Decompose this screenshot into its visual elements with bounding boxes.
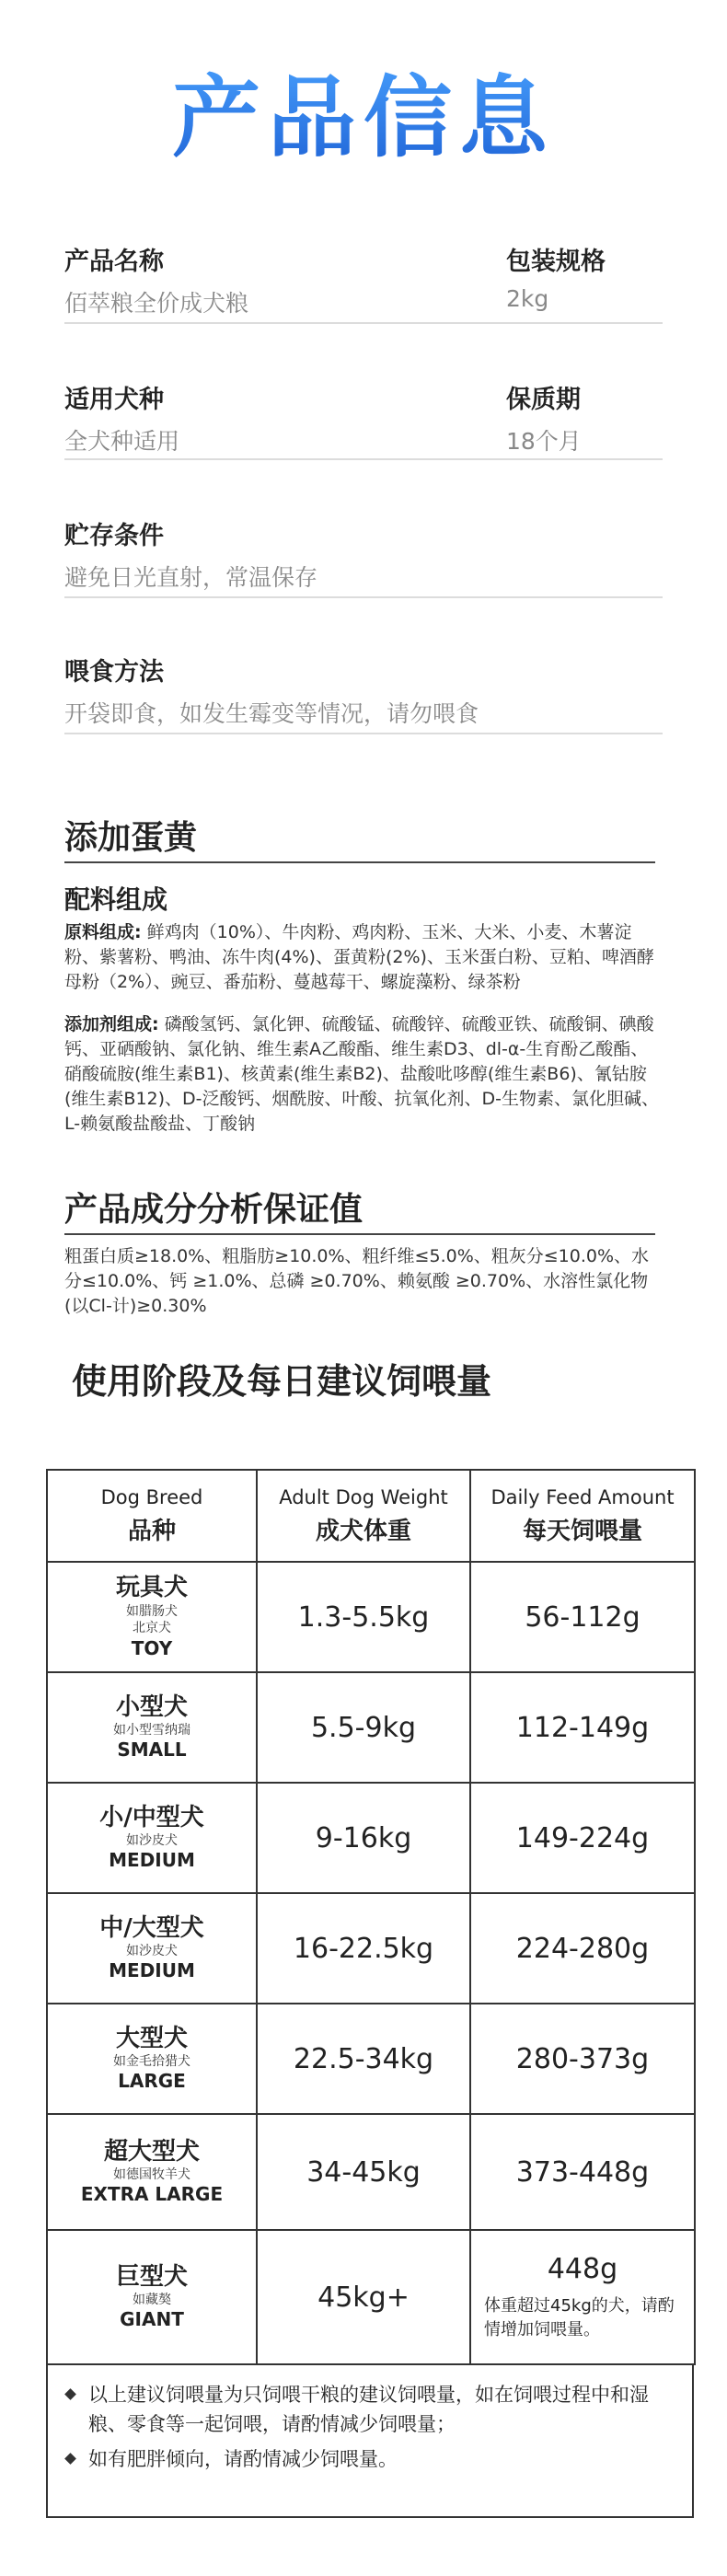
table-header-row [47, 1470, 695, 1562]
feed-cell: 280-373g [470, 2004, 695, 2114]
product-name-value: 佰萃粮全价成犬粮 [64, 290, 249, 317]
breed-value: 全犬种适用 [64, 428, 180, 455]
feed-note: 体重超过45kg的犬，请酌情增加饲喂量。 [484, 2295, 675, 2339]
feed-cell: 373-448g [470, 2114, 695, 2230]
breed-cell: 小型犬 如小型雪纳瑞 SMALL [47, 1672, 257, 1783]
additives-label: 添加剂组成: [64, 1014, 159, 1034]
table-row [47, 1672, 695, 1783]
table-row [47, 2230, 695, 2364]
header-weight: Adult Dog Weight 成犬体重 [257, 1470, 470, 1562]
divider [64, 596, 663, 598]
page-title: 产品信息 [0, 48, 727, 174]
feeding-value: 开袋即食，如发生霉变等情况，请勿喂食 [64, 700, 479, 727]
table-row [47, 1562, 695, 1672]
weight-cell: 45kg+ [257, 2230, 470, 2364]
stage-title: 使用阶段及每日建议饲喂量 [72, 1361, 492, 1402]
package-label: 包装规格 [506, 248, 606, 276]
breed-cell: 小/中型犬 如沙皮犬 MEDIUM [47, 1783, 257, 1893]
raw-ingredients [64, 920, 664, 995]
note-item: 如有肥胖倾向，请酌情减少饲喂量。 [66, 2444, 672, 2474]
table-row [47, 1893, 695, 2004]
weight-cell: 34-45kg [257, 2114, 470, 2230]
feed-value: 448g [547, 2252, 618, 2285]
breed-label: 适用犬种 [64, 386, 164, 414]
table-row [47, 2004, 695, 2114]
additives-text: 磷酸氢钙、氯化钾、硫酸锰、硫酸锌、硫酸亚铁、硫酸铜、碘酸钙、亚硒酸钠、氯化钠、维生素A乙酸酯、维生素D3、dl-α-生育酚乙酸酯、硝酸硫胺(维生素B1)、核黄素(维生素B2)、盐酸吡哆醇(维生素B6)、氰钴胺(维生素B12)、D-泛酸钙、烟酰胺、叶酸、抗氧化剂、D-生物素、氯化胆碱、L-赖氨酸盐酸盐、丁酸钠 [64, 1014, 660, 1134]
weight-cell: 22.5-34kg [257, 2004, 470, 2114]
raw-ingredients-label: 原料组成: [64, 922, 142, 942]
breed-cell: 玩具犬 如腊肠犬 北京犬 TOY [47, 1562, 257, 1672]
table-row [47, 2114, 695, 2230]
note-item: 以上建议饲喂量为只饲喂干粮的建议饲喂量，如在饲喂过程中和湿粮、零食等一起饲喂，请酌情减少饲喂量； [66, 2380, 672, 2439]
weight-cell: 5.5-9kg [257, 1672, 470, 1783]
feed-cell: 56-112g [470, 1562, 695, 1672]
notes-box [46, 2363, 694, 2518]
header-feed: Daily Feed Amount 每天饲喂量 [470, 1470, 695, 1562]
package-value: 2kg [506, 285, 549, 312]
storage-label: 贮存条件 [64, 522, 164, 550]
feeding-table [46, 1469, 696, 2365]
shelf-life-label: 保质期 [506, 386, 581, 414]
raw-ingredients-text: 鲜鸡肉（10%）、牛肉粉、鸡肉粉、玉米、大米、小麦、木薯淀粉、紫薯粉、鸭油、冻牛肉(4%)、蛋黄粉(2%)、玉米蛋白粉、豆粕、啤酒酵母粉（2%）、豌豆、番茄粉、蔓越莓干、螺旋藻粉、绿茶粉 [64, 922, 654, 992]
feed-cell [470, 2230, 695, 2364]
yolk-title: 添加蛋黄 [64, 819, 198, 857]
breed-cell: 大型犬 如金毛拾猎犬 LARGE [47, 2004, 257, 2114]
section-rule [64, 1233, 655, 1235]
feed-cell: 224-280g [470, 1893, 695, 2004]
storage-value: 避免日光直射，常温保存 [64, 564, 318, 591]
diamond-bullet-icon [64, 2453, 76, 2465]
analysis-title: 产品成分分析保证值 [64, 1191, 364, 1229]
weight-cell: 9-16kg [257, 1783, 470, 1893]
divider [64, 733, 663, 734]
breed-cell: 巨型犬 如藏獒 GIANT [47, 2230, 257, 2364]
breed-cell: 超大型犬 如德国牧羊犬 EXTRA LARGE [47, 2114, 257, 2230]
table-row [47, 1783, 695, 1893]
divider [64, 458, 663, 460]
feed-cell: 112-149g [470, 1672, 695, 1783]
breed-cell: 中/大型犬 如沙皮犬 MEDIUM [47, 1893, 257, 2004]
product-name-label: 产品名称 [64, 248, 164, 276]
feed-cell: 149-224g [470, 1783, 695, 1893]
section-rule [64, 861, 655, 863]
divider [64, 322, 663, 324]
shelf-life-value: 18个月 [506, 428, 582, 455]
diamond-bullet-icon [64, 2388, 76, 2400]
analysis-text: 粗蛋白质≥18.0%、粗脂肪≥10.0%、粗纤维≤5.0%、粗灰分≤10.0%、水分≤10.0%、钙 ≥1.0%、总磷 ≥0.70%、赖氨酸 ≥0.70%、水溶性氯化物(以Cl-计)≥0.30% [64, 1246, 650, 1316]
weight-cell: 16-22.5kg [257, 1893, 470, 2004]
additives [64, 1012, 664, 1137]
feeding-label: 喂食方法 [64, 658, 164, 687]
weight-cell: 1.3-5.5kg [257, 1562, 470, 1672]
ingredients-title: 配料组成 [64, 884, 168, 915]
header-breed: Dog Breed 品种 [47, 1470, 257, 1562]
